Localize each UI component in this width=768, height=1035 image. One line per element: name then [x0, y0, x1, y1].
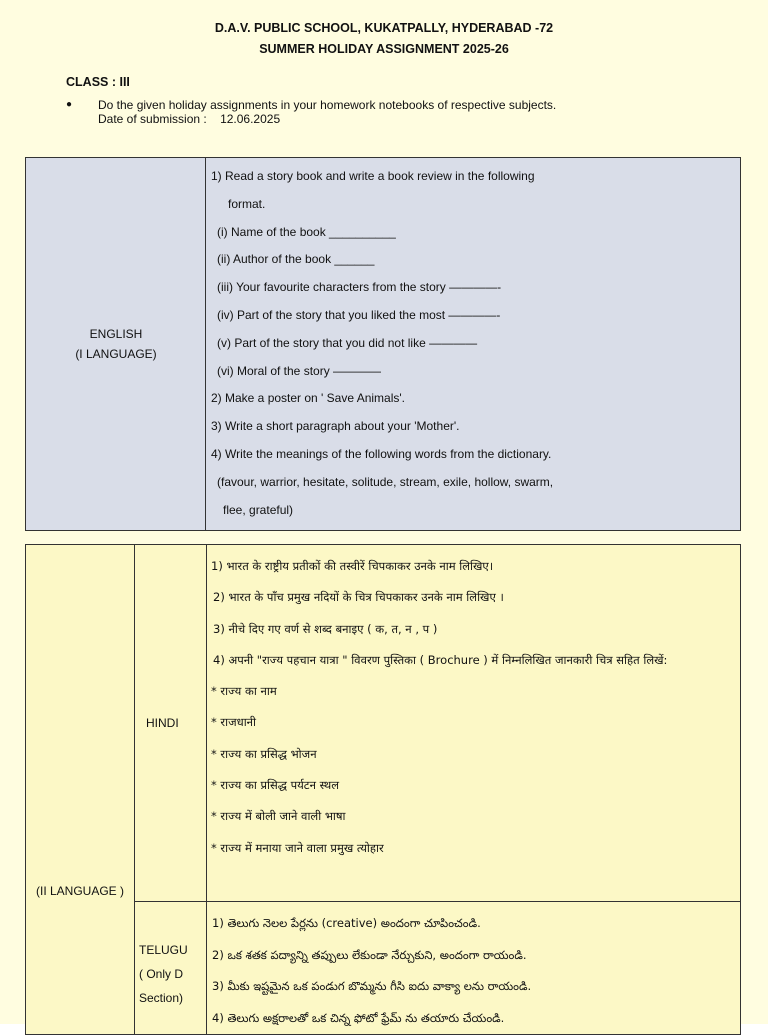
hindi-subject-name: HINDI: [146, 716, 179, 730]
second-language-cell: [26, 545, 135, 1035]
english-task: (iv) Part of the story that you liked the most ————-: [217, 307, 501, 322]
english-task: (i) Name of the book __________: [217, 224, 396, 239]
hindi-subject-cell: [135, 545, 207, 902]
english-task: (ii) Author of the book ______: [217, 252, 375, 267]
hindi-task: * राज्य में बोली जाने वाली भाषा: [211, 809, 346, 824]
hindi-task: 1) भारत के राष्ट्रीय प्रतीकों की तस्वीरें चिपकाकर उनके नाम लिखिए।: [211, 559, 494, 573]
english-task: format.: [228, 196, 266, 211]
hindi-task: 4) अपनी "राज्य पहचान यात्रा " विवरण पुस्तिका ( Brochure ) में निम्नलिखित जानकारी चित्र सहित लिखें:: [213, 652, 668, 667]
hindi-task: * राज्य में मनाया जाने वाला प्रमुख त्योहार: [211, 840, 384, 855]
telugu-tasks-cell: [207, 902, 741, 1035]
english-task: (iii) Your favourite characters from the story ————-: [217, 280, 502, 295]
submission-date-line: [98, 112, 280, 126]
english-subject-cell: [26, 158, 206, 531]
english-tasks-cell: [206, 158, 741, 531]
hindi-task: * राजधानी: [211, 715, 257, 730]
hindi-task: * राज्य का नाम: [211, 684, 277, 699]
bullet-icon: ●: [66, 99, 73, 110]
submission-date-label: Date of submission :: [98, 112, 207, 126]
school-name: D.A.V. PUBLIC SCHOOL, KUKATPALLY, HYDERABAD -72: [214, 21, 554, 35]
telugu-task: 2) ఒక శతక పద్యాన్ని తప్పులు లేకుండా నేర్చుకుని, అందంగా రాయండి.: [212, 947, 527, 962]
english-task: flee, grateful): [223, 502, 294, 517]
english-task: (favour, warrior, hesitate, solitude, stream, exile, hollow, swarm,: [217, 474, 554, 489]
document-header: [0, 18, 768, 60]
english-subject-name: ENGLISH: [89, 327, 143, 341]
hindi-task: 3) नीचे दिए गए वर्ण से शब्द बनाइए ( क, त, न , प ): [213, 621, 438, 636]
second-language-table: [25, 544, 741, 1035]
instruction-text: Do the given holiday assignments in your homework notebooks of respective subjects.: [98, 98, 557, 112]
english-language-label: (I LANGUAGE): [75, 347, 157, 361]
telugu-section-note: Section): [139, 991, 184, 1005]
telugu-task: 3) మీకు ఇష్టమైన ఒక పండుగ బొమ్మను గీసి ఐదు వాక్యా లను రాయండి.: [212, 979, 532, 993]
hindi-task: 2) भारत के पाँच प्रमुख नदियों के चित्र चिपकाकर उनके नाम लिखिए ।: [213, 590, 504, 605]
telugu-section-note: ( Only D: [139, 967, 184, 981]
submission-date-value: 12.06.2025: [220, 112, 281, 126]
english-task: (vi) Moral of the story ————: [217, 363, 382, 378]
english-task: 2) Make a poster on ' Save Animals'.: [211, 391, 406, 406]
english-task: (v) Part of the story that you did not like ————: [217, 335, 478, 350]
hindi-tasks-cell: [207, 545, 741, 902]
hindi-task: * राज्य का प्रसिद्ध भोजन: [211, 746, 317, 761]
telugu-task: 1) తెలుగు నెలల పేర్లను (creative) అందంగా చూపించండి.: [212, 916, 481, 930]
english-task: 4) Write the meanings of the following words from the dictionary.: [211, 446, 552, 461]
english-task: 1) Read a story book and write a book review in the following: [211, 169, 535, 183]
class-label: CLASS : III: [66, 75, 130, 89]
english-task: 3) Write a short paragraph about your 'Mother'.: [211, 419, 460, 434]
english-assignment-table: [25, 157, 741, 531]
second-language-label: (II LANGUAGE ): [36, 884, 125, 898]
assignment-title: SUMMER HOLIDAY ASSIGNMENT 2025-26: [259, 42, 509, 56]
telugu-subject-cell: [135, 902, 207, 1035]
telugu-subject-name: TELUGU: [139, 943, 188, 957]
hindi-task: * राज्य का प्रसिद्ध पर्यटन स्थल: [211, 778, 340, 793]
telugu-task: 4) తెలుగు అక్షరాలతో ఒక చిన్న ఫోటో ఫ్రేమ్ ను తయారు చేయండి.: [212, 1010, 505, 1025]
